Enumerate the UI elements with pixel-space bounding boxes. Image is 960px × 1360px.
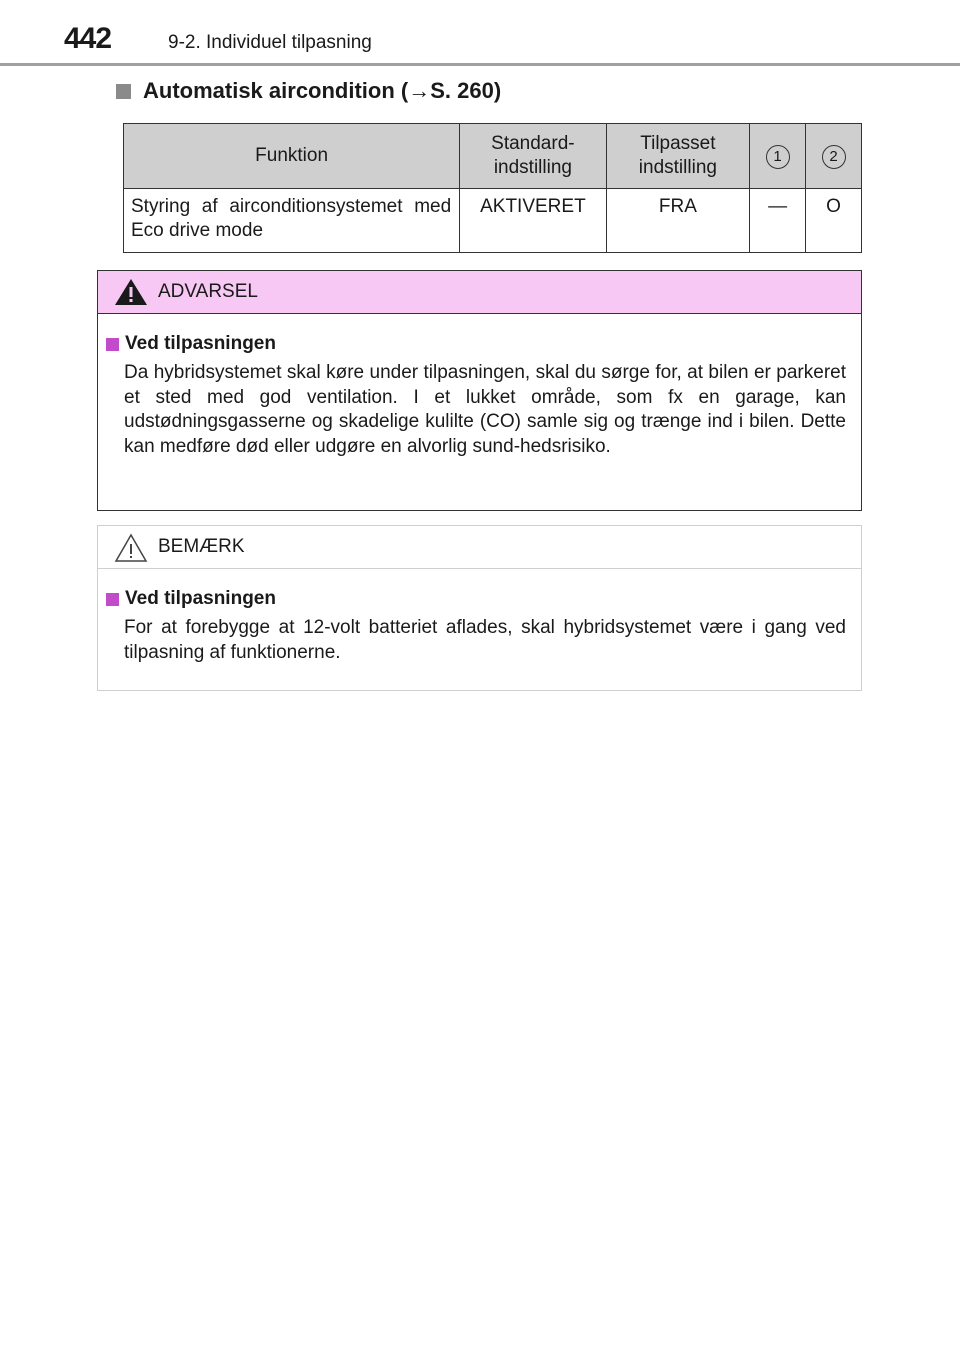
warning-box	[97, 270, 862, 511]
chapter-title: 9-2. Individuel tilpasning	[168, 32, 372, 53]
cell-col1: —	[750, 189, 806, 253]
notice-box	[97, 525, 862, 691]
table-row	[124, 189, 862, 253]
circled-number-icon: 1	[766, 145, 790, 169]
header-custom: Tilpasset indstilling	[606, 124, 750, 189]
square-bullet-icon	[116, 84, 131, 99]
notice-label: BEMÆRK	[158, 536, 245, 557]
warning-subtitle: Ved tilpasningen	[106, 333, 276, 355]
header-function: Funktion	[124, 124, 460, 189]
header-default: Standard- indstilling	[460, 124, 606, 189]
cell-custom: FRA	[606, 189, 750, 253]
section-title-text: Automatisk aircondition (→S. 260)	[143, 78, 502, 103]
warning-label: ADVARSEL	[158, 281, 258, 302]
cell-function: Styring af airconditionsystemet med Eco drive mode	[124, 189, 460, 253]
header-divider	[0, 63, 960, 66]
circled-number-icon: 2	[822, 145, 846, 169]
notice-text: For at forebygge at 12-volt batteriet aflades, skal hybridsystemet være i gang ved tilpasning af funktionerne.	[124, 617, 846, 663]
caution-triangle-icon	[114, 533, 148, 563]
warning-header	[98, 271, 861, 314]
table-header-row	[124, 124, 862, 189]
cell-default: AKTIVERET	[460, 189, 606, 253]
square-bullet-icon	[106, 338, 119, 351]
notice-header	[98, 526, 861, 569]
warning-text: Da hybridsystemet skal køre under tilpasningen, skal du sørge for, at bilen er parkeret et sted med god ventilation. I et lukket område, som fx en garage, kan udstødningsgasserne og skadelige kulilte (CO) samle sig og trænge ind i bilen. Dette kan medføre død eller udgøre en alvorlig sund-hedsrisiko.	[124, 362, 846, 457]
page-header	[0, 0, 960, 66]
page-number: 442	[64, 22, 112, 55]
header-col2	[806, 124, 862, 189]
header-col1	[750, 124, 806, 189]
settings-table	[123, 123, 862, 253]
square-bullet-icon	[106, 593, 119, 606]
section-title	[116, 78, 501, 104]
notice-subtitle: Ved tilpasningen	[106, 588, 276, 610]
warning-triangle-icon	[114, 278, 148, 306]
cell-col2: O	[806, 189, 862, 253]
